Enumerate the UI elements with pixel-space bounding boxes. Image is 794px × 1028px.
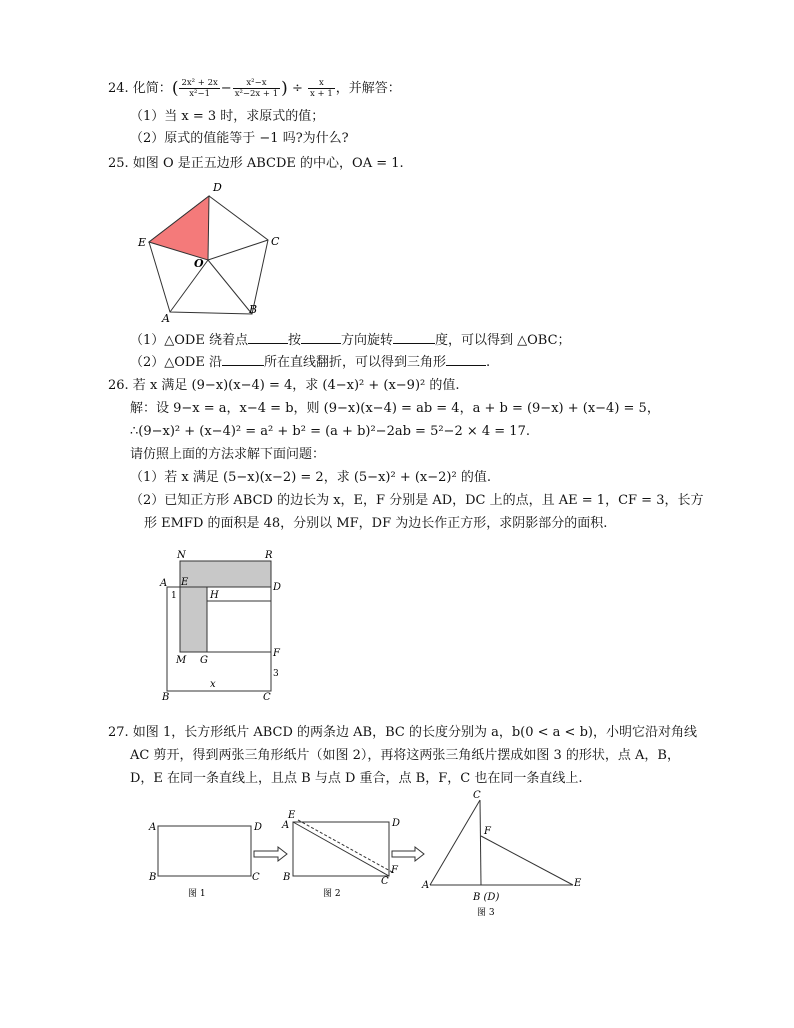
denominator: x²−2x + 1 <box>234 89 279 99</box>
answer-blank[interactable] <box>393 331 435 344</box>
label-a: A <box>162 312 170 324</box>
label-h: H <box>210 590 219 601</box>
label-1: 1 <box>171 591 177 601</box>
numerator: x <box>308 78 335 89</box>
q24-number: 24. 化简： <box>108 81 172 96</box>
answer-blank[interactable] <box>248 331 288 344</box>
label-b: B <box>162 692 170 703</box>
denominator: x + 1 <box>310 89 333 99</box>
fig2-label-c: C <box>381 876 389 887</box>
q26-solution-1: 解：设 9−x = a，x−4 = b，则 (9−x)(x−4) = ab = 4，a + b = (9−x) + (x−4) = 5， <box>130 401 660 416</box>
q24-line: 24. 化简：( $\frac{\text{2x² + 2x}}{\text{x²−1}}$ − $\frac{\text{x²−x}}{\text{x²−2x + 1}}$ ) ÷ $\frac{x}{x + 1}$ ，并解答： <box>108 78 401 99</box>
numerator: 2x² + 2x <box>181 78 218 88</box>
label-d: D <box>213 181 222 194</box>
q27-line3: D，E 在同一条直线上，且点 B 与点 D 重合，点 B，F，C 也在同一条直线上. <box>130 771 583 786</box>
segment-oc <box>208 240 268 260</box>
fig2-caption: 图 2 <box>323 889 341 899</box>
fig2-diagonal <box>293 822 389 876</box>
answer-blank[interactable] <box>222 353 264 366</box>
fig1-caption: 图 1 <box>188 889 206 899</box>
fig3-label-a: A <box>422 880 430 891</box>
label-e: E <box>138 236 147 249</box>
q26-stem: 26. 若 x 满足 (9−x)(x−4) = 4，求 (4−x)² + (x−9)² 的值. <box>108 378 460 393</box>
q26-part1: （1）若 x 满足 (5−x)(x−2) = 2，求 (5−x)² + (x−2)² 的值. <box>130 470 491 485</box>
q26-part2-line1: （2）已知正方形 ABCD 的边长为 x，E，F 分别是 AD，DC 上的点，且 AE = 1，CF = 3，长方 <box>130 493 704 508</box>
arrow-right-icon <box>254 847 287 861</box>
answer-blank[interactable] <box>301 331 341 344</box>
q24-tail: ，并解答： <box>335 81 401 96</box>
answer-blank[interactable] <box>446 353 486 366</box>
label-m: M <box>176 655 187 666</box>
q26-instruction: 请仿照上面的方法求解下面问题： <box>130 447 326 462</box>
label-c: C <box>263 692 271 703</box>
q25-stem: 25. 如图 O 是正五边形 ABCDE 的中心，OA = 1. <box>108 156 404 171</box>
fig2-label-f: F <box>391 865 398 876</box>
q27-line2: AC 剪开，得到两张三角形纸片（如图 2），再将这两张三角纸片摆成如图 3 的形状，点 A，B， <box>130 748 680 763</box>
fig3-segment-fe <box>481 836 573 885</box>
label-a: A <box>160 578 168 589</box>
triangle-ode-shaded <box>149 196 209 260</box>
label-b: B <box>249 303 258 316</box>
label-f: F <box>273 648 280 659</box>
fig2-label-a: A <box>282 820 290 831</box>
fig2-label-e: E <box>288 810 296 821</box>
q26-solution-2: ∴(9−x)² + (x−4)² = a² + b² = (a + b)²−2ab = 5²−2 × 4 = 17. <box>130 424 530 439</box>
label-r: R <box>265 550 273 561</box>
q26-part2-line2: 形 EMFD 的面积是 48，分别以 MF，DF 为边长作正方形，求阴影部分的面积. <box>144 516 608 531</box>
q25-part1: （1）△ODE 绕着点 按 方向旋转 度，可以得到 △OBC； <box>130 333 571 348</box>
shaded-square-ndrf <box>180 561 271 587</box>
arrow-right-icon <box>392 847 424 861</box>
numerator: x²−x <box>233 78 280 89</box>
shaded-square-emgh <box>180 587 207 652</box>
divide-sign: ÷ <box>291 81 303 96</box>
label-o: O <box>194 257 204 270</box>
q24-part2: （2）原式的值能等于 −1 吗?为什么? <box>130 131 349 146</box>
square-figure <box>158 546 298 706</box>
q24-part1: （1）当 x = 3 时，求原式的值； <box>130 109 325 124</box>
fig3-segment-ac <box>430 800 480 885</box>
fig3-label-f: F <box>484 826 491 837</box>
label-x: x <box>210 679 216 690</box>
q27-line1: 27. 如图 1，长方形纸片 ABCD 的两条边 AB，BC 的长度分别为 a，b(0 < a < b)，小明它沿对角线 <box>108 725 697 740</box>
fig1-label-c: C <box>252 872 260 883</box>
q25-part2: （2）△ODE 沿 所在直线翻折，可以得到三角形 . <box>130 355 491 370</box>
fraction <box>179 78 219 99</box>
fig1-label-a: A <box>149 822 157 833</box>
denominator: x²−1 <box>189 89 210 99</box>
label-n: N <box>177 550 186 561</box>
segment-ob <box>208 260 252 314</box>
fig1-label-b: B <box>149 872 157 883</box>
fig2-cut-line <box>298 820 392 872</box>
fraction <box>308 78 335 99</box>
label-g: G <box>200 655 208 666</box>
fig3-caption: 图 3 <box>477 908 495 918</box>
label-3: 3 <box>273 669 279 679</box>
fig3-label-e: E <box>574 878 582 889</box>
fig3-label-c: C <box>473 790 481 801</box>
fraction <box>233 78 280 99</box>
fig1-label-d: D <box>254 822 263 833</box>
fig3-label-bd: B (D) <box>473 892 500 903</box>
fig1-rectangle <box>158 826 251 876</box>
label-e: E <box>181 577 189 588</box>
label-c: C <box>271 235 280 248</box>
pentagon-figure <box>130 178 300 324</box>
fig3-segment-cb <box>480 800 481 885</box>
fig2-label-b: B <box>283 872 291 883</box>
label-d: D <box>273 582 282 593</box>
cut-rectangle-figures <box>140 788 600 923</box>
fig2-label-d: D <box>392 818 401 829</box>
